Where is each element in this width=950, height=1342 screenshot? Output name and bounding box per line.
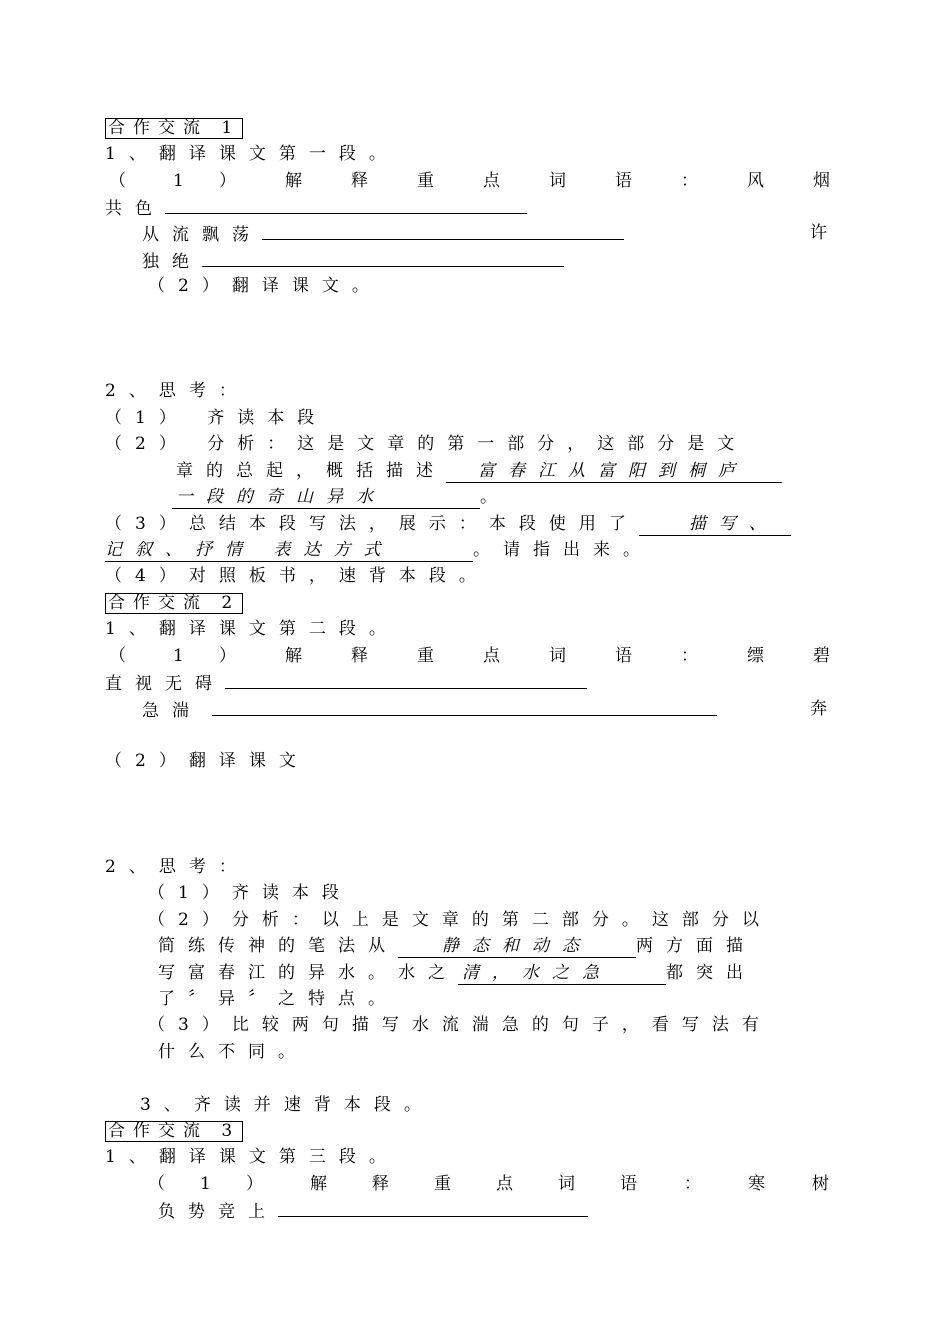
word-label: 独绝 <box>142 252 202 272</box>
word-row-char: 风 <box>747 171 764 191</box>
word-row-char: ） <box>219 646 236 666</box>
sentence-text: 章的总起，概括描述 <box>176 461 446 481</box>
section1-dujue-line <box>142 249 564 273</box>
section1-q2-2: （2） 分析：这是文章的第一部分，这部分是文 <box>105 434 748 454</box>
word-row-char: 树 <box>812 1174 829 1194</box>
word-row-char: （ <box>109 171 126 191</box>
section2-q2-3: （3）比较两句描写水流湍急的句子，看写法有 <box>148 1015 772 1035</box>
sentence-text: 。请指出来。 <box>473 540 653 560</box>
section1-q1-2: （2）翻译课文。 <box>148 276 382 296</box>
word-label-ben: 奔 <box>810 699 840 719</box>
section2-jituan-line <box>142 698 717 722</box>
section2-q2-2-line4: 了〞异〞之特点。 <box>158 989 398 1009</box>
word-row-char: ： <box>684 1174 701 1194</box>
word-row-char: 语 <box>620 1174 637 1194</box>
word-row-char: 点 <box>496 1174 513 1194</box>
word-row-char: ） <box>246 1174 263 1194</box>
word-row-char: （ <box>148 1174 165 1194</box>
word-label: 共色 <box>105 199 165 219</box>
section2-q3: 3、齐读并速背本段。 <box>140 1095 434 1115</box>
filled-answer: 记叙、抒情 表达方式 <box>105 539 473 562</box>
filled-answer: 一段的奇山异水 <box>172 486 480 509</box>
word-row-char: 词 <box>549 171 566 191</box>
word-row-char: ） <box>219 171 236 191</box>
section1-q2-1: （1） 齐读本段 <box>105 408 328 428</box>
word-row-char: 1 <box>173 646 184 666</box>
answer-blank[interactable] <box>202 249 564 267</box>
section1-header: 合作交流 1 <box>105 117 243 139</box>
section3-words-row <box>148 1173 829 1195</box>
section2-words-row <box>105 645 829 667</box>
section2-q2: 2、思考： <box>105 857 249 877</box>
word-row-char: 解 <box>285 646 302 666</box>
section2-q1-2: （2）翻译课文 <box>105 751 309 771</box>
word-row-char: 解 <box>285 171 302 191</box>
sentence-text: （3）总结本段写法，展示：本段使用了 <box>105 514 639 534</box>
section1-q2-2-line2 <box>176 460 782 483</box>
section2-q2-2: （2）分析：以上是文章的第二部分。这部分以 <box>148 910 772 930</box>
word-label: 从流飘荡 <box>142 225 262 245</box>
word-row-char: 解 <box>310 1174 327 1194</box>
answer-blank[interactable] <box>165 196 527 214</box>
answer-blank[interactable] <box>225 671 587 689</box>
word-row-char: 烟 <box>813 171 830 191</box>
section2-q2-1: （1）齐读本段 <box>148 883 352 903</box>
answer-blank[interactable] <box>212 698 717 716</box>
word-row-char: 重 <box>434 1174 451 1194</box>
word-row-char: 词 <box>549 646 566 666</box>
word-row-char: 语 <box>615 646 632 666</box>
section3-fushi-line <box>158 1199 588 1223</box>
word-label: 急湍 <box>142 701 202 721</box>
word-row-char: 重 <box>417 646 434 666</box>
word-row-char: 1 <box>173 171 184 191</box>
filled-answer: 静态和动态 <box>398 935 636 958</box>
section2-q2-3-line2: 什么不同。 <box>158 1042 308 1062</box>
answer-blank[interactable] <box>262 222 624 240</box>
word-row-char: 点 <box>483 646 500 666</box>
sentence-text: 简练传神的笔法从 <box>158 936 398 956</box>
word-row-char: 寒 <box>748 1174 765 1194</box>
filled-answer: 清，水之急 <box>458 962 666 985</box>
word-row-char: 点 <box>483 171 500 191</box>
section2-q1: 1、翻译课文第二段。 <box>105 619 399 639</box>
sentence-text: 。 <box>480 487 510 507</box>
answer-blank[interactable] <box>278 1199 588 1217</box>
section2-header: 合作交流 2 <box>105 592 243 614</box>
filled-answer: 描写、 <box>639 513 791 536</box>
word-row-char: 释 <box>351 171 368 191</box>
sentence-text: 两方面描 <box>636 936 756 956</box>
word-row-char: 词 <box>558 1174 575 1194</box>
section1-q2-4: （4）对照板书，速背本段。 <box>105 566 489 586</box>
section1-q2-3-line2 <box>105 539 653 562</box>
section1-q2-2-line3 <box>172 486 510 509</box>
word-row-char: ： <box>681 171 698 191</box>
sentence-text: 写富春江的异水。水之 <box>158 963 458 983</box>
word-label: 直视无碍 <box>105 674 225 694</box>
section2-q2-2-line2 <box>158 935 756 958</box>
word-row-char: 语 <box>615 171 632 191</box>
word-row-char: 缥 <box>747 646 764 666</box>
sentence-text: 都突出 <box>666 963 756 983</box>
filled-answer: 富春江从富阳到桐庐 <box>446 460 782 483</box>
section2-q2-2-line3 <box>158 962 756 985</box>
section1-q2-3 <box>105 513 791 536</box>
word-row-char: 碧 <box>813 646 830 666</box>
section3-header: 合作交流 3 <box>105 1120 243 1142</box>
section1-congliu-line <box>142 222 624 246</box>
word-row-char: 重 <box>417 171 434 191</box>
word-label: 负势竞上 <box>158 1202 278 1222</box>
section3-q1: 1、翻译课文第三段。 <box>105 1147 399 1167</box>
word-label-xu: 许 <box>810 223 840 243</box>
word-row-char: 释 <box>351 646 368 666</box>
section1-words-row <box>105 170 829 192</box>
word-row-char: ： <box>681 646 698 666</box>
section2-zhishi-line <box>105 671 587 695</box>
word-row-char: （ <box>109 646 126 666</box>
section1-q1: 1、翻译课文第一段。 <box>105 144 399 164</box>
word-row-char: 释 <box>372 1174 389 1194</box>
word-row-char: 1 <box>200 1174 211 1194</box>
section1-gongse-line <box>105 196 527 220</box>
section1-q2: 2、思考： <box>105 381 249 401</box>
